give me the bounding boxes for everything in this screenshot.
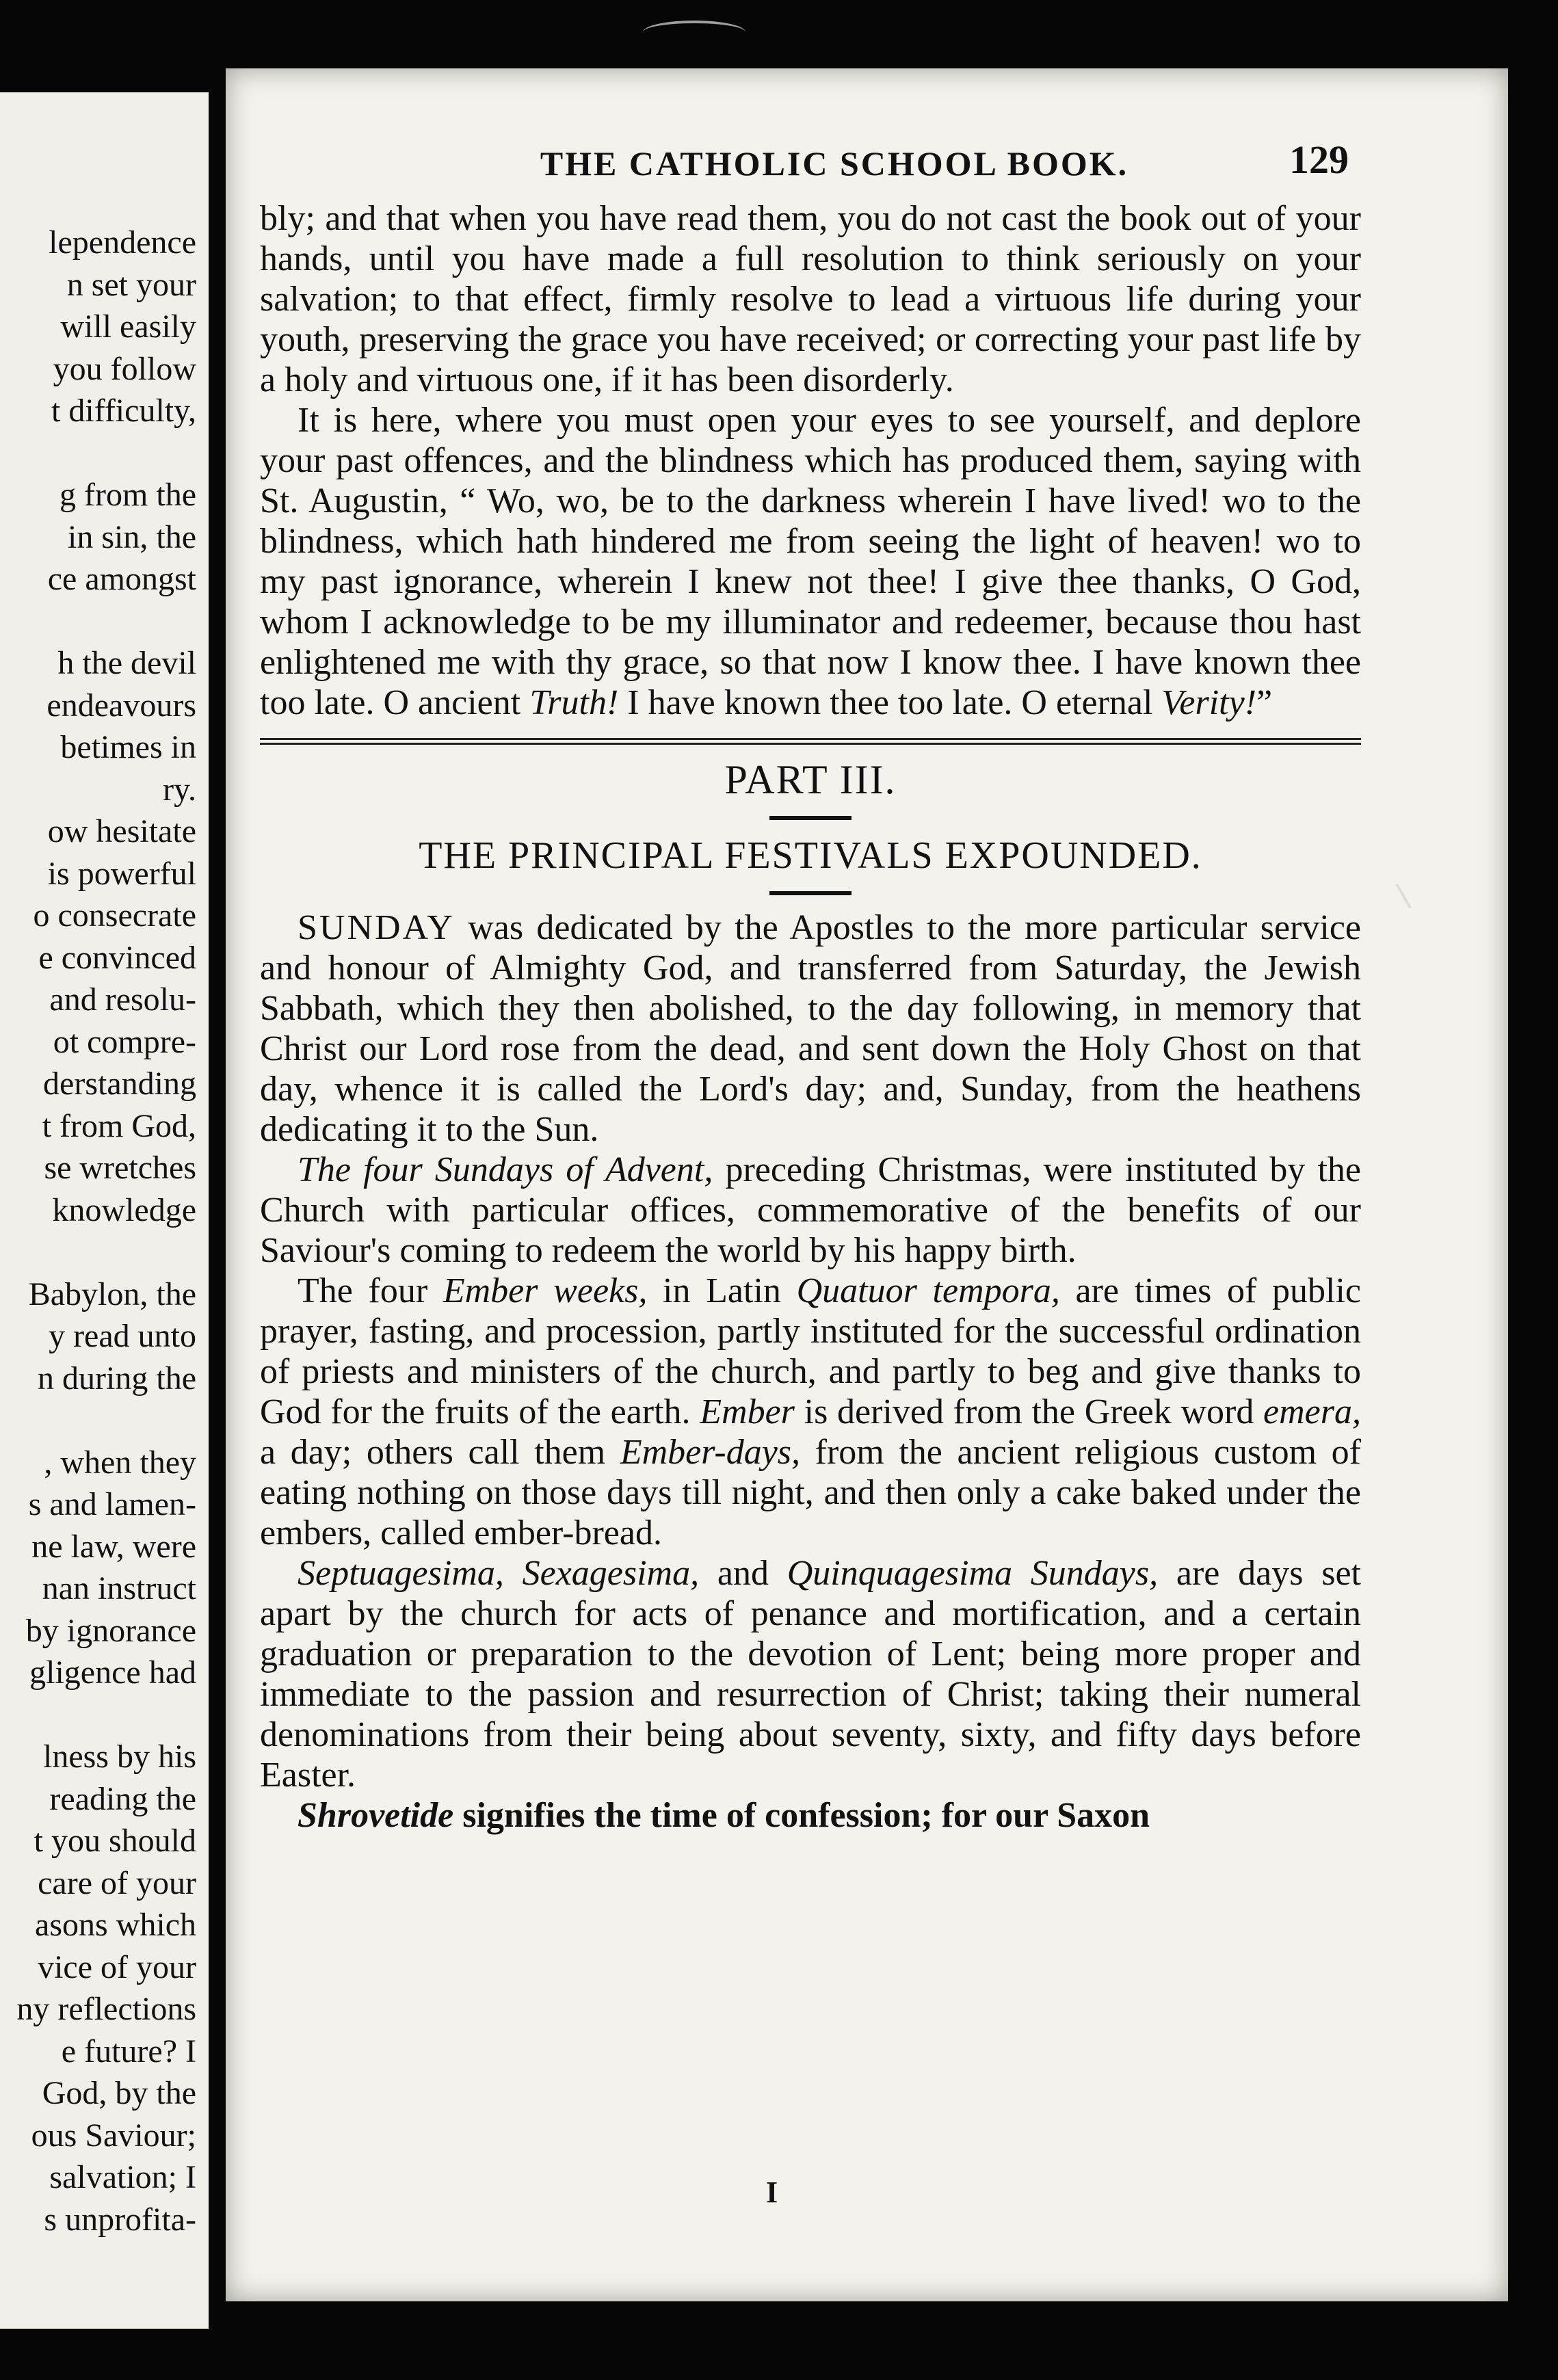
left-page-line: s and lamen-: [28, 1486, 196, 1522]
left-page-line: asons which: [35, 1907, 196, 1943]
ember-text-b: in Latin: [647, 1271, 797, 1310]
quatuor-tempora-term: Quatuor tempora,: [796, 1271, 1060, 1310]
left-page-line: is powerful: [47, 855, 196, 892]
ember-text-d: is derived from the Greek word: [794, 1392, 1264, 1431]
left-page-line: e convinced: [38, 939, 196, 976]
septuagesima-term: Septuagesima, Sexagesima,: [298, 1554, 700, 1593]
left-page-line: , when they: [44, 1444, 196, 1481]
short-rule: [769, 816, 851, 820]
short-rule-2: [769, 891, 851, 895]
right-page: [226, 68, 1508, 2301]
advent-text: preceding Christmas, were instituted by the Church with particular offices, commemorative of the benefits of our Saviour's coming to redeem the world by his happy birth.: [260, 1150, 1361, 1270]
left-page-line: will easily: [60, 308, 196, 345]
running-title: THE CATHOLIC SCHOOL BOOK.: [540, 144, 1129, 183]
left-page-line: in sin, the: [68, 518, 196, 555]
left-page-line: ne law, were: [31, 1528, 196, 1565]
left-page-line: endeavours: [47, 687, 196, 724]
left-page-line: reading the: [49, 1780, 196, 1817]
truth-word: Truth!: [529, 683, 619, 722]
verity-word: Verity!: [1161, 683, 1257, 722]
left-page-line: n set your: [66, 266, 196, 303]
left-page-line: care of your: [38, 1864, 196, 1901]
sept-text-a: and: [699, 1554, 787, 1593]
left-page-line: t from God,: [42, 1107, 196, 1144]
ember-days-term: Ember-days,: [620, 1433, 801, 1472]
sunday-lead: SUNDAY: [298, 908, 455, 947]
left-page-line: derstanding: [43, 1066, 196, 1102]
left-page-line: gligence had: [29, 1654, 196, 1691]
ember-term: Ember: [700, 1392, 795, 1431]
left-page-line: Babylon, the: [28, 1275, 196, 1312]
ember-text-e: a day; others call them: [260, 1433, 620, 1472]
paragraph-sunday: [260, 908, 1361, 1150]
left-page-line: you follow: [53, 350, 196, 387]
page-number: 129: [1289, 137, 1349, 182]
left-page-line: ny reflections: [16, 1991, 196, 2027]
shrovetide-term: Shrovetide: [298, 1796, 454, 1835]
left-page-line: g from the: [60, 477, 196, 513]
left-page-line: and resolu-: [49, 981, 196, 1018]
sept-text-b: are days set apart by the church for acts of penance and mortification, and a certain graduation or preparation to the devotion of Lent; being more proper and immediate to the passion and resurrection of Christ; taking their numeral denominations from their being about seventy, sixty, and fifty days before Easter.: [260, 1554, 1361, 1795]
left-page-line: t difficulty,: [51, 393, 196, 429]
paragraph-continuation: bly; and that when you have read them, you do not cast the book out of your hands, until you have made a full resolution to think seriously on your salvation; to that effect, firmly resolve to lead a virtuous life during your youth, preserving the grace you have received; or correcting your past life by a holy and virtuous one, if it has been disorderly.: [260, 199, 1361, 399]
left-page-line: ow hesitate: [47, 813, 196, 849]
left-page-line: e future? I: [61, 2033, 196, 2070]
signature-mark: I: [766, 2176, 778, 2209]
emera-term: emera,: [1263, 1392, 1361, 1431]
paragraph-ember: [260, 1271, 1361, 1553]
quinquagesima-term: Quinquagesima Sundays,: [787, 1554, 1159, 1593]
augustin-text-b: I have known thee too late. O eternal: [618, 683, 1162, 722]
left-page-line: lness by his: [42, 1738, 196, 1775]
scan-smudge: [643, 21, 745, 44]
left-page-line: God, by the: [42, 2075, 196, 2111]
left-page-line: by ignorance: [25, 1612, 196, 1649]
left-page-line: ry.: [163, 771, 196, 808]
advent-lead: The four Sundays of Advent,: [298, 1150, 713, 1189]
paragraph-septuagesima: [260, 1553, 1361, 1795]
paragraph-augustin: [260, 400, 1361, 723]
section-title: THE PRINCIPAL FESTIVALS EXPOUNDED.: [419, 834, 1202, 877]
left-page-line: se wretches: [44, 1150, 196, 1186]
body-text: [260, 198, 1361, 1836]
left-page-line: s unprofita-: [44, 2201, 196, 2238]
left-page-line: ous Saviour;: [31, 2117, 196, 2154]
left-page-line: vice of your: [38, 1948, 196, 1985]
paragraph-shrovetide: [260, 1795, 1361, 1836]
left-page-line: y read unto: [49, 1318, 196, 1354]
left-page-line: o consecrate: [33, 897, 196, 934]
closing-quote: ”: [1256, 683, 1273, 722]
left-page-fragment: [0, 92, 209, 2329]
left-page-line: n during the: [38, 1360, 196, 1397]
part-title: PART III.: [724, 757, 897, 802]
ember-text-c: are times of public prayer, fasting, and procession, partly instituted for the successful ordination of priests and ministers of the church, and partly to beg and give thanks to God for the fruits of the earth.: [260, 1271, 1362, 1431]
left-page-line: ce amongst: [47, 561, 196, 597]
left-page-line: ot compre-: [53, 1023, 196, 1060]
left-page-line: t you should: [34, 1823, 196, 1859]
double-rule-divider: [260, 738, 1361, 745]
left-page-line: betimes in: [60, 729, 196, 765]
augustin-text-a: It is here, where you must open your eyes to see yourself, and deplore your past offences, and the blindness which has produced them, saying with St. Augustin, “ Wo, wo, be to the darkness wherein I have lived! wo to the blindness, which hath hindered me from seeing the light of heaven! wo to my past ignorance, wherein I knew not thee! I give thee thanks, O God, whom I acknowledge to be my illuminator and redeemer, because thou hast enlightened me with thy grace, so that now I know thee. I have known thee too late. O ancient: [260, 401, 1361, 722]
ember-text-f: from the ancient religious custom of eating nothing on those days till night, and then only a cake baked under the embers, called ember-bread.: [260, 1433, 1361, 1552]
sunday-text: was dedicated by the Apostles to the more particular service and honour of Almighty God, and transferred from Saturday, the Jewish Sabbath, which they then abolished, to the day following, in memory that Christ our Lord rose from the dead, and sent down the Holy Ghost on that day, whence it is called the Lord's day; and, Sunday, from the heathens dedicating it to the Sun.: [260, 908, 1361, 1149]
left-page-line: h the devil: [57, 645, 196, 681]
ember-weeks-term: Ember weeks,: [443, 1271, 648, 1310]
paragraph-advent: [260, 1150, 1361, 1271]
left-page-line: salvation; I: [49, 2159, 196, 2195]
left-page-line: nan instruct: [42, 1570, 196, 1606]
ember-text-a: The four: [298, 1271, 443, 1310]
left-page-line: knowledge: [52, 1191, 196, 1228]
shrovetide-text: signifies the time of confession; for our Saxon: [453, 1796, 1150, 1835]
left-page-line: lependence: [49, 224, 196, 261]
